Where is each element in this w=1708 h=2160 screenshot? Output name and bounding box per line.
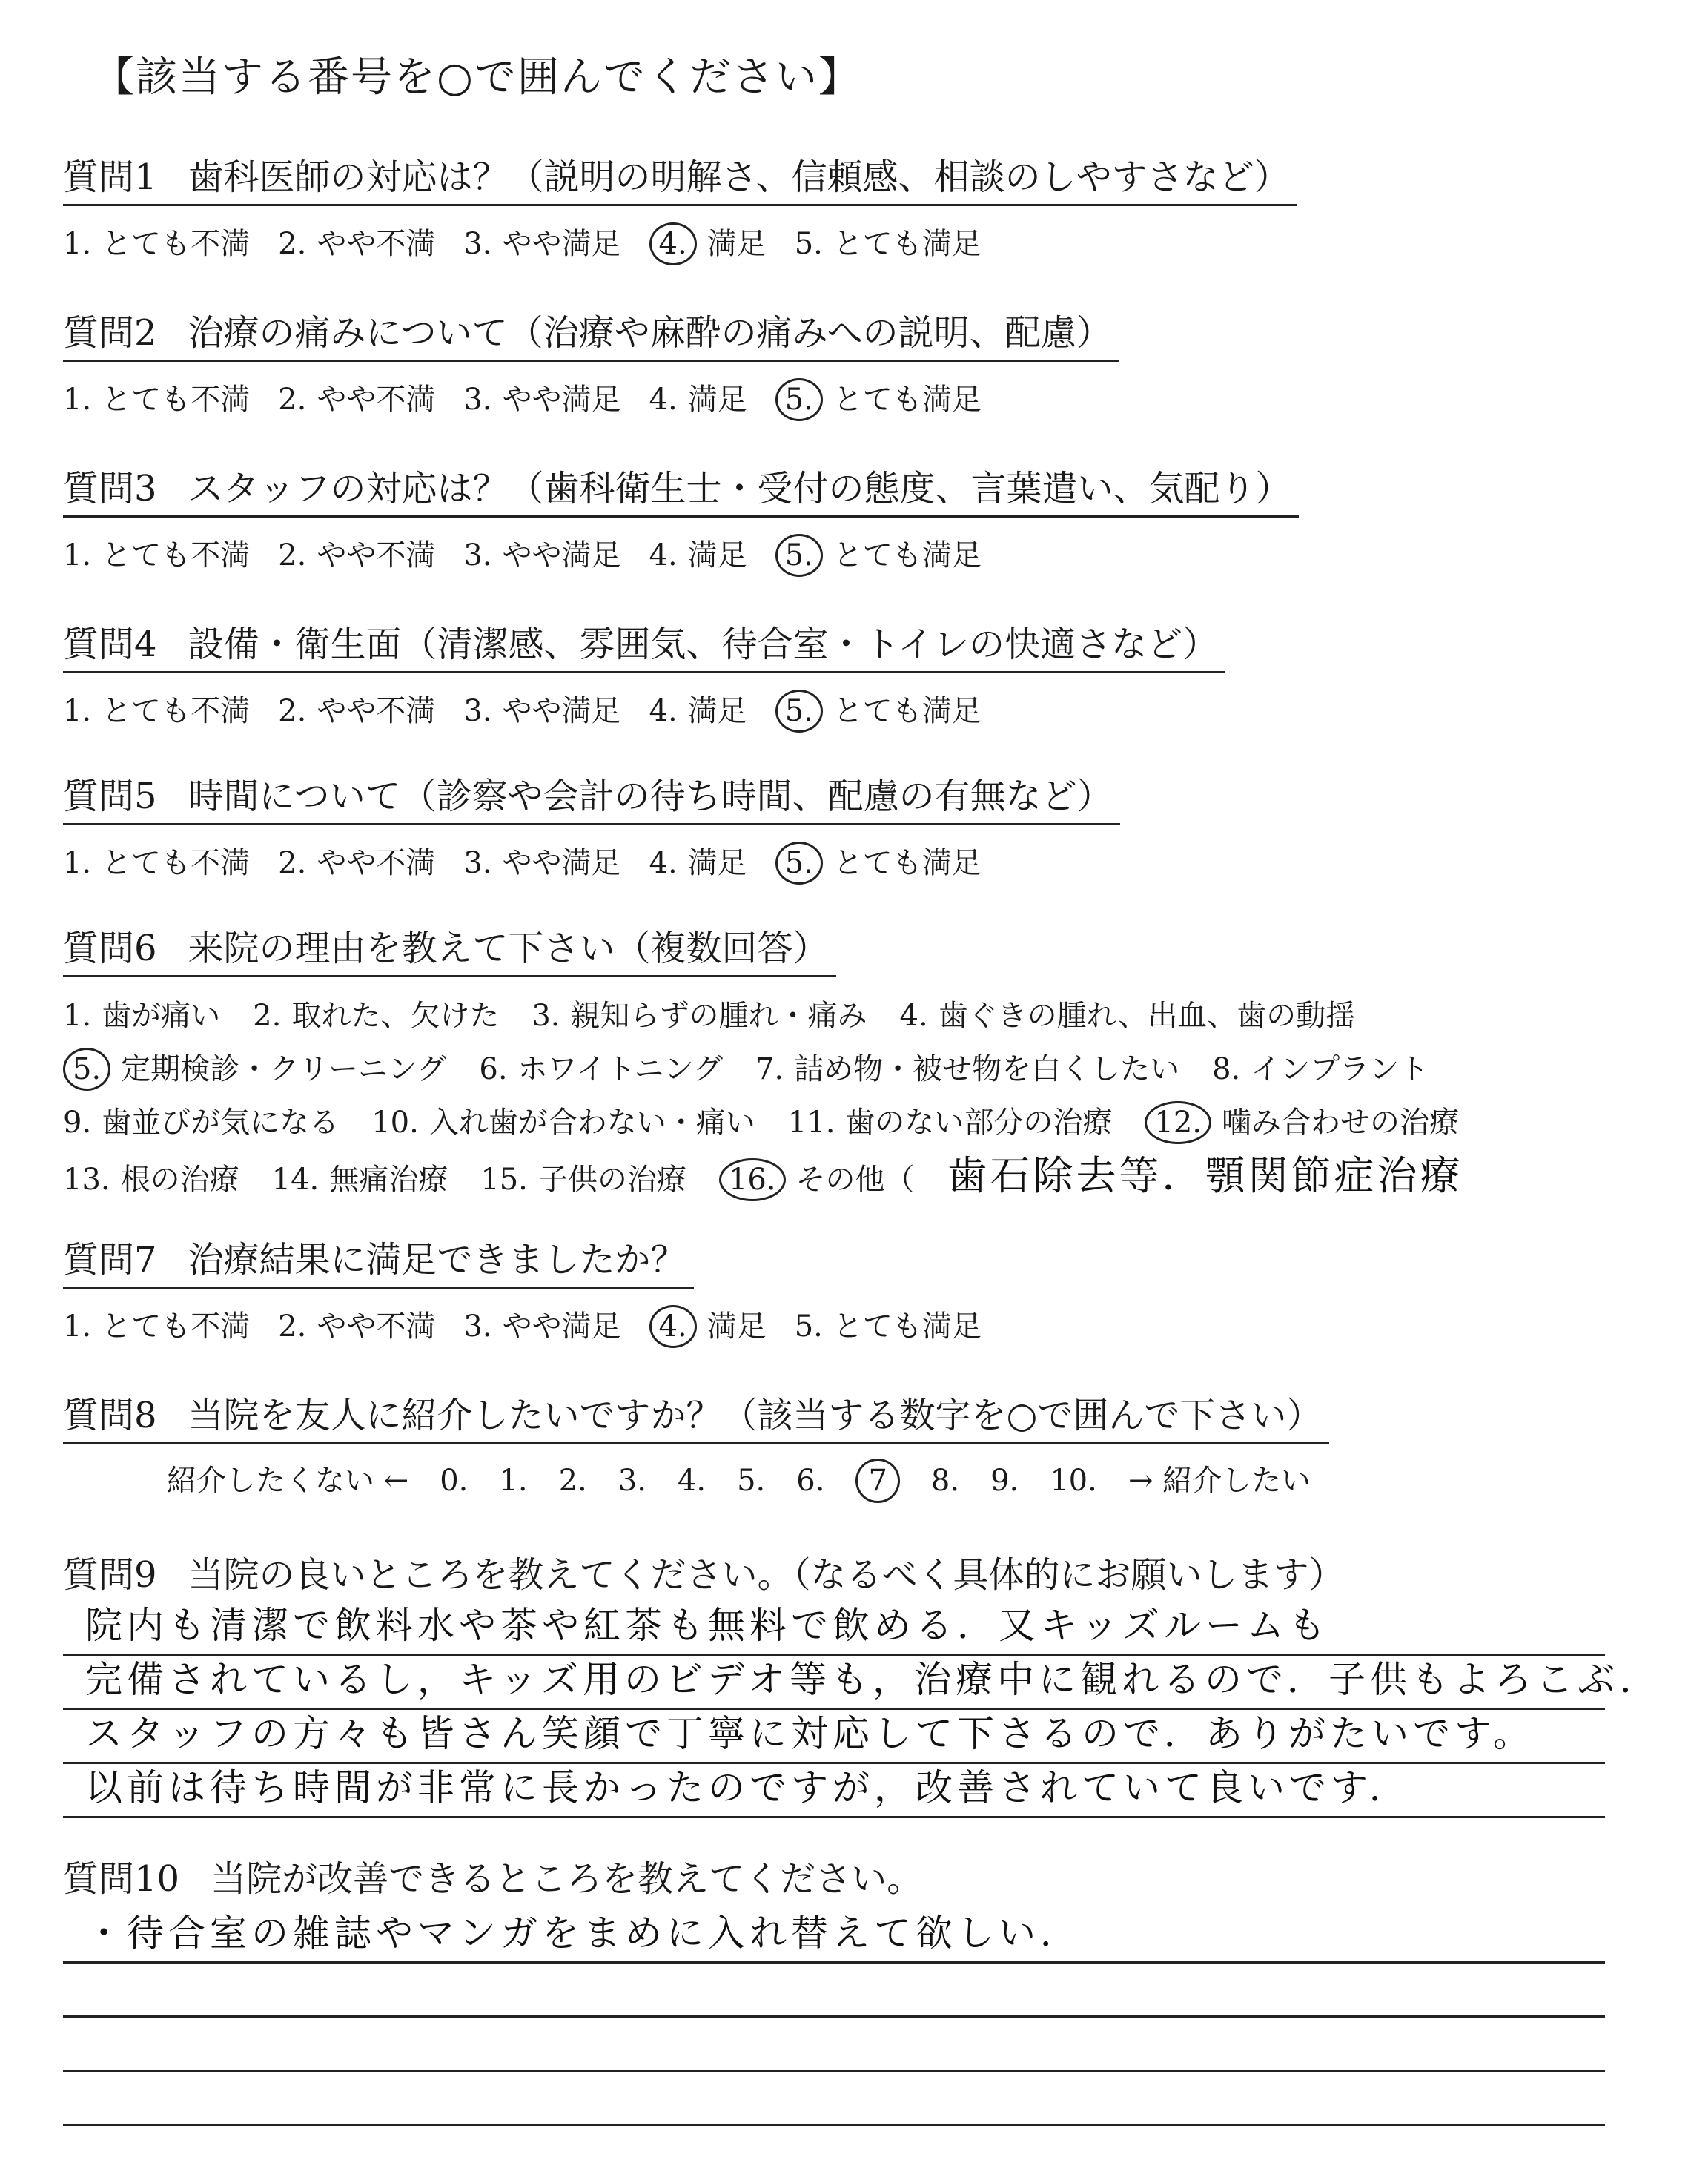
answer-line: [63, 1656, 1661, 1710]
option-label: 歯並びが気になる: [102, 1106, 340, 1140]
question-text: 時間について（診察や会計の待ち時間、配慮の有無など）: [188, 776, 1113, 817]
option-number: 5.: [775, 534, 823, 577]
option-number: 13.: [63, 1163, 110, 1197]
rating-option[interactable]: [278, 218, 435, 270]
option-label: やや不満: [317, 227, 436, 261]
question-8: [63, 1387, 1342, 1507]
answer-line: [63, 1909, 1605, 1964]
rating-option[interactable]: [63, 1301, 250, 1353]
scale-option[interactable]: 6.: [796, 1464, 825, 1498]
reason-option[interactable]: [63, 1043, 446, 1096]
option-label: 歯のない部分の治療: [845, 1106, 1113, 1140]
question-title: [63, 615, 1225, 673]
option-label: 取れた、欠けた: [291, 999, 500, 1033]
option-label: とても不満: [102, 383, 251, 417]
option-label: とても満足: [833, 538, 982, 572]
rating-option[interactable]: [795, 1301, 982, 1353]
answer-line: [63, 1764, 1605, 1818]
option-number: 3.: [463, 1309, 492, 1344]
question-title: [63, 919, 836, 977]
improvement-answer[interactable]: [63, 1909, 1605, 2126]
option-label: 満足: [687, 538, 747, 572]
option-label: 満足: [706, 1309, 767, 1344]
option-label: 満足: [687, 846, 747, 880]
option-number: 5.: [794, 1309, 823, 1344]
answer-line: [63, 1602, 1605, 1656]
rating-option[interactable]: [63, 685, 250, 737]
option-number: 3.: [463, 694, 492, 728]
option-number: 2.: [278, 227, 307, 261]
option-number: 1.: [63, 227, 92, 261]
reason-option[interactable]: [479, 1043, 723, 1096]
option-label: とても不満: [102, 694, 251, 728]
option-label: やや満足: [502, 227, 621, 261]
scale-option[interactable]: 9.: [990, 1464, 1019, 1498]
option-label: ホワイトニング: [517, 1052, 723, 1086]
option-number: 9.: [63, 1106, 92, 1140]
question-text: 当院が改善できるところを教えてください。: [211, 1858, 923, 1900]
question-number: 質問10: [63, 1858, 180, 1900]
option-number: 1.: [63, 694, 92, 728]
option-label: やや満足: [502, 383, 621, 417]
question-2: [63, 304, 1119, 426]
option-label: 親知らずの腫れ・痛み: [570, 999, 867, 1033]
rating-option[interactable]: [795, 218, 982, 270]
question-1: [63, 148, 1297, 270]
option-label: やや不満: [317, 694, 436, 728]
option-number: 4.: [649, 1305, 697, 1348]
handwritten-answer: 完備されているし，キッズ用のビデオ等も，治療中に観れるので．子供もよろこぶ．: [85, 1658, 1661, 1701]
answer-line: [63, 1964, 1605, 2018]
question-number: 質問7: [63, 1239, 157, 1281]
rating-option[interactable]: [63, 529, 250, 581]
rating-options: [63, 374, 1119, 426]
option-number: 1.: [63, 999, 92, 1033]
question-text: 設備・衛生面（清潔感、雰囲気、待合室・トイレの快適さなど）: [188, 624, 1219, 665]
question-text: 治療の痛みについて（治療や麻酔の痛みへの説明、配慮）: [188, 312, 1112, 354]
rating-option[interactable]: [63, 837, 250, 889]
question-5: [63, 767, 1120, 889]
option-number: 1.: [63, 846, 92, 880]
rating-option[interactable]: [775, 837, 982, 889]
option-label: 満足: [706, 227, 767, 261]
answer-line: [63, 2018, 1605, 2072]
question-text: 当院を友人に紹介したいですか？（該当する数字を○で囲んで下さい）: [188, 1395, 1323, 1436]
reason-option[interactable]: [719, 1153, 915, 1206]
rating-options: [63, 837, 1120, 889]
scale-option[interactable]: 2.: [558, 1464, 587, 1498]
option-label: やや満足: [502, 694, 621, 728]
question-number: 質問8: [63, 1395, 157, 1436]
rating-option[interactable]: [775, 529, 982, 581]
rating-option[interactable]: [463, 685, 620, 737]
option-label: 満足: [687, 383, 747, 417]
option-label: とても満足: [833, 846, 982, 880]
rating-option[interactable]: [649, 837, 747, 889]
rating-option[interactable]: [775, 374, 982, 426]
option-number: 15.: [480, 1163, 528, 1197]
rating-option[interactable]: [463, 837, 620, 889]
good-points-answer[interactable]: [63, 1602, 1661, 1818]
reason-option[interactable]: [253, 989, 499, 1043]
handwritten-answer: ・待合室の雑誌やマンガをまめに入れ替えて欲しい．: [85, 1912, 1082, 1955]
question-number: 質問4: [63, 624, 157, 665]
question-10: [63, 1850, 922, 1901]
option-label: やや不満: [317, 846, 436, 880]
question-text: 当院の良いところを教えてください。（なるべく具体的にお願いします）: [188, 1554, 1345, 1596]
question-number: 質問3: [63, 468, 157, 509]
option-number: 3.: [532, 999, 560, 1033]
rating-option[interactable]: [649, 374, 747, 426]
option-label: やや不満: [317, 1309, 436, 1344]
answer-line: [63, 1710, 1605, 1764]
option-number: 7.: [755, 1052, 784, 1086]
option-number: 4.: [649, 846, 678, 880]
question-text: 治療結果に満足できましたか？: [188, 1239, 686, 1281]
option-label: 無痛治療: [329, 1163, 448, 1197]
question-title: [63, 460, 1299, 518]
question-number: 質問5: [63, 776, 157, 817]
reason-option[interactable]: [63, 1153, 239, 1206]
rating-option[interactable]: [63, 374, 250, 426]
scale-option[interactable]: 7: [855, 1459, 899, 1503]
rating-option[interactable]: [649, 1301, 767, 1353]
option-number: 4.: [899, 999, 928, 1033]
option-number: 3.: [463, 846, 492, 880]
option-label: その他（: [795, 1163, 915, 1197]
rating-options: [63, 1301, 1010, 1353]
rating-option[interactable]: [775, 685, 982, 737]
question-number: 質問9: [63, 1554, 157, 1596]
option-number: 10.: [371, 1106, 419, 1140]
option-label: 詰め物・被せ物を白くしたい: [794, 1052, 1180, 1086]
reason-option[interactable]: [1145, 1096, 1459, 1149]
scale-option[interactable]: 0.: [440, 1464, 469, 1498]
reason-option[interactable]: [63, 1096, 339, 1149]
handwritten-answer: 院内も清潔で飲料水や茶や紅茶も無料で飲める．又キッズルームも: [85, 1604, 1330, 1647]
reason-row: [63, 1043, 1492, 1096]
option-label: 満足: [687, 694, 747, 728]
reason-option[interactable]: [755, 1043, 1179, 1096]
handwritten-answer: スタッフの方々も皆さん笑顔で丁寧に対応して下さるので．ありがたいです。: [85, 1712, 1535, 1755]
rating-option[interactable]: [463, 374, 620, 426]
option-number: 6.: [479, 1052, 508, 1086]
option-number: 5.: [63, 1048, 110, 1091]
option-number: 14.: [271, 1163, 320, 1197]
option-label: とても不満: [102, 1309, 251, 1344]
rating-option[interactable]: [278, 837, 435, 889]
scale-option[interactable]: 3.: [618, 1464, 646, 1498]
option-number: 2.: [278, 694, 307, 728]
rating-option[interactable]: [278, 1301, 435, 1353]
option-number: 5.: [775, 378, 823, 421]
scale-option[interactable]: 4.: [677, 1464, 706, 1498]
reason-option[interactable]: [532, 989, 867, 1043]
question-7: [63, 1231, 1010, 1353]
rating-options: [63, 685, 1225, 737]
reason-option[interactable]: [371, 1096, 755, 1149]
option-number: 5.: [775, 842, 823, 885]
scale-option[interactable]: 10.: [1050, 1464, 1097, 1498]
option-number: 2.: [278, 846, 307, 880]
rating-option[interactable]: [649, 218, 767, 270]
option-label: 歯が痛い: [102, 999, 221, 1033]
question-text: スタッフの対応は？（歯科衛生士・受付の態度、言葉遣い、気配り）: [188, 468, 1291, 509]
scale-right-label: → 紹介したい: [1128, 1464, 1311, 1498]
rating-option[interactable]: [463, 218, 620, 270]
reason-row: [63, 1096, 1492, 1149]
reason-options: [63, 989, 1492, 1206]
reason-option[interactable]: [63, 989, 220, 1043]
reason-row: [63, 1149, 1492, 1206]
scale-option[interactable]: 1.: [499, 1464, 528, 1498]
option-label: とても満足: [833, 1309, 982, 1344]
option-number: 3.: [463, 227, 492, 261]
other-reason-handwritten: 歯石除去等．顎関節症治療: [947, 1152, 1463, 1199]
reason-option[interactable]: [1212, 1043, 1429, 1096]
option-number: 2.: [278, 538, 307, 572]
option-number: 4.: [649, 222, 697, 265]
question-title: [63, 304, 1119, 362]
question-title: [63, 767, 1120, 825]
rating-option[interactable]: [649, 685, 747, 737]
rating-option[interactable]: [278, 685, 435, 737]
question-title: [63, 1850, 922, 1901]
option-label: やや不満: [317, 383, 436, 417]
rating-option[interactable]: [278, 374, 435, 426]
option-label: 歯ぐきの腫れ、出血、歯の動揺: [938, 999, 1356, 1033]
question-number: 質問1: [63, 156, 157, 198]
scale-left-label: 紹介したくない ←: [167, 1464, 409, 1498]
rating-option[interactable]: [463, 1301, 620, 1353]
option-number: 2.: [278, 383, 307, 417]
option-number: 5.: [794, 227, 823, 261]
option-number: 5.: [775, 690, 823, 733]
question-9: [63, 1546, 1345, 1597]
question-number: 質問2: [63, 312, 157, 354]
question-title: [63, 1546, 1345, 1597]
question-3: [63, 460, 1299, 581]
option-number: 8.: [1212, 1052, 1241, 1086]
option-label: 定期検診・クリーニング: [121, 1052, 447, 1086]
option-label: 入れ歯が合わない・痛い: [428, 1106, 755, 1140]
option-number: 4.: [649, 538, 678, 572]
question-6: [63, 919, 1492, 1206]
option-label: インプラント: [1251, 1052, 1429, 1086]
option-number: 11.: [787, 1106, 835, 1140]
option-number: 16.: [719, 1158, 786, 1201]
scale-option[interactable]: 5.: [737, 1464, 766, 1498]
option-number: 2.: [253, 999, 282, 1033]
rating-options: [63, 218, 1297, 270]
option-label: やや満足: [502, 1309, 621, 1344]
option-number: 1.: [63, 538, 92, 572]
rating-options: [63, 529, 1299, 581]
rating-option[interactable]: [649, 529, 747, 581]
option-label: とても満足: [833, 383, 982, 417]
rating-option[interactable]: [63, 218, 250, 270]
question-text: 歯科医師の対応は？（説明の明解さ、信頼感、相談のしやすさなど）: [188, 156, 1290, 198]
option-number: 1.: [63, 383, 92, 417]
question-title: [63, 1231, 694, 1289]
option-label: 子供の治療: [537, 1163, 686, 1197]
form-header: 【該当する番号を○で囲んでください】: [93, 53, 861, 102]
reason-option[interactable]: [900, 989, 1356, 1043]
option-label: とても満足: [833, 694, 982, 728]
option-label: とても満足: [833, 227, 982, 261]
option-label: やや不満: [317, 538, 436, 572]
question-text: 来院の理由を教えて下さい（複数回答）: [188, 928, 829, 969]
scale-option[interactable]: 8.: [930, 1464, 960, 1498]
handwritten-answer: 以前は待ち時間が非常に長かったのですが，改善されていて良いです．: [85, 1766, 1411, 1809]
option-label: とても不満: [102, 538, 251, 572]
reason-option[interactable]: [788, 1096, 1113, 1149]
reason-row: [63, 989, 1492, 1043]
option-label: やや満足: [502, 846, 621, 880]
option-label: 根の治療: [120, 1163, 239, 1197]
reason-option[interactable]: [480, 1153, 686, 1206]
option-label: 噛み合わせの治療: [1222, 1106, 1460, 1140]
option-label: とても不満: [102, 846, 251, 880]
option-number: 4.: [649, 694, 678, 728]
rating-option[interactable]: [463, 529, 620, 581]
option-number: 12.: [1145, 1101, 1211, 1144]
reason-option[interactable]: [272, 1153, 448, 1206]
option-number: 2.: [278, 1309, 307, 1344]
question-title: [63, 148, 1297, 206]
option-number: 3.: [463, 383, 492, 417]
option-label: やや満足: [502, 538, 621, 572]
answer-line: [63, 2072, 1605, 2126]
option-number: 4.: [649, 383, 678, 417]
option-number: 3.: [463, 538, 492, 572]
question-number: 質問6: [63, 928, 157, 969]
rating-option[interactable]: [278, 529, 435, 581]
option-number: 1.: [63, 1309, 92, 1344]
question-title: [63, 1387, 1329, 1444]
recommend-scale: [167, 1455, 1342, 1507]
option-label: とても不満: [102, 227, 251, 261]
question-4: [63, 615, 1225, 737]
